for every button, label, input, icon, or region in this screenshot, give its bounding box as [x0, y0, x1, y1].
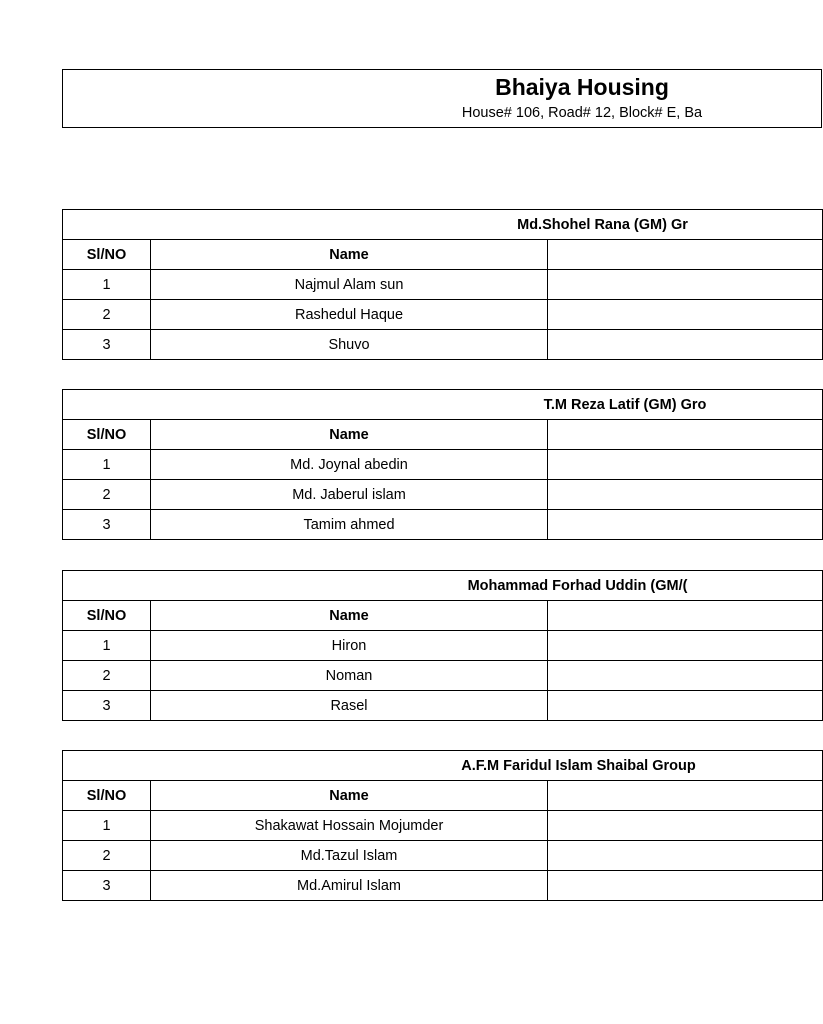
table-row: [63, 811, 823, 841]
group-title: [63, 390, 823, 420]
table-row: [63, 631, 823, 661]
sl-cell: 3: [63, 330, 151, 360]
empty-cell: [548, 480, 823, 510]
table-row: [63, 510, 823, 540]
group-title: [63, 571, 823, 601]
table-row: [63, 871, 823, 901]
table-row: [63, 661, 823, 691]
sl-cell: 1: [63, 270, 151, 300]
group-title-text: T.M Reza Latif (GM) Gro: [543, 396, 707, 413]
group-title-row: [63, 571, 823, 601]
sl-cell: 1: [63, 811, 151, 841]
empty-cell: [548, 841, 823, 871]
name-cell: Hiron: [151, 631, 548, 661]
empty-cell: [548, 781, 823, 811]
table-row: [63, 841, 823, 871]
group-table: [62, 750, 823, 901]
name-cell: Md.Amirul Islam: [151, 871, 548, 901]
empty-cell: [548, 691, 823, 721]
name-cell: Md. Joynal abedin: [151, 450, 548, 480]
name-header: Name: [151, 420, 548, 450]
name-cell: Md.Tazul Islam: [151, 841, 548, 871]
empty-cell: [548, 240, 823, 270]
name-header: Name: [151, 601, 548, 631]
sl-cell: 3: [63, 871, 151, 901]
name-header: Name: [151, 781, 548, 811]
name-cell: Noman: [151, 661, 548, 691]
empty-cell: [548, 661, 823, 691]
group-title-text: A.F.M Faridul Islam Shaibal Group: [461, 757, 696, 774]
group-title-text: Md.Shohel Rana (GM) Gr: [517, 216, 688, 233]
name-header: Name: [151, 240, 548, 270]
name-cell: Shakawat Hossain Mojumder: [151, 811, 548, 841]
column-header-row: [63, 240, 823, 270]
sl-cell: 3: [63, 691, 151, 721]
name-cell: Rashedul Haque: [151, 300, 548, 330]
empty-cell: [548, 300, 823, 330]
group-table: [62, 570, 823, 721]
empty-cell: [548, 601, 823, 631]
company-header: [62, 69, 822, 128]
empty-cell: [548, 420, 823, 450]
table-row: [63, 300, 823, 330]
sl-cell: 1: [63, 450, 151, 480]
group-table: [62, 209, 823, 360]
sl-cell: 1: [63, 631, 151, 661]
sl-cell: 3: [63, 510, 151, 540]
group-title: [63, 210, 823, 240]
empty-cell: [548, 811, 823, 841]
name-cell: Md. Jaberul islam: [151, 480, 548, 510]
empty-cell: [548, 510, 823, 540]
group-title: [63, 751, 823, 781]
group-title-text: Mohammad Forhad Uddin (GM/(: [467, 577, 688, 594]
empty-cell: [548, 270, 823, 300]
empty-cell: [548, 450, 823, 480]
table-row: [63, 270, 823, 300]
name-cell: Rasel: [151, 691, 548, 721]
empty-cell: [548, 631, 823, 661]
empty-cell: [548, 871, 823, 901]
column-header-row: [63, 781, 823, 811]
group-title-row: [63, 210, 823, 240]
table-row: [63, 480, 823, 510]
sl-cell: 2: [63, 480, 151, 510]
company-name: Bhaiya Housing: [495, 74, 669, 100]
group-title-row: [63, 751, 823, 781]
sl-cell: 2: [63, 841, 151, 871]
sl-cell: 2: [63, 300, 151, 330]
group-title-row: [63, 390, 823, 420]
column-header-row: [63, 420, 823, 450]
sl-header: Sl/NO: [63, 420, 151, 450]
sl-header: Sl/NO: [63, 240, 151, 270]
sl-header: Sl/NO: [63, 781, 151, 811]
company-address: House# 106, Road# 12, Block# E, Ba: [461, 105, 703, 121]
table-row: [63, 450, 823, 480]
name-cell: Shuvo: [151, 330, 548, 360]
sl-header: Sl/NO: [63, 601, 151, 631]
sl-cell: 2: [63, 661, 151, 691]
table-row: [63, 691, 823, 721]
group-table: [62, 389, 823, 540]
empty-cell: [548, 330, 823, 360]
table-row: [63, 330, 823, 360]
name-cell: Najmul Alam sun: [151, 270, 548, 300]
column-header-row: [63, 601, 823, 631]
name-cell: Tamim ahmed: [151, 510, 548, 540]
